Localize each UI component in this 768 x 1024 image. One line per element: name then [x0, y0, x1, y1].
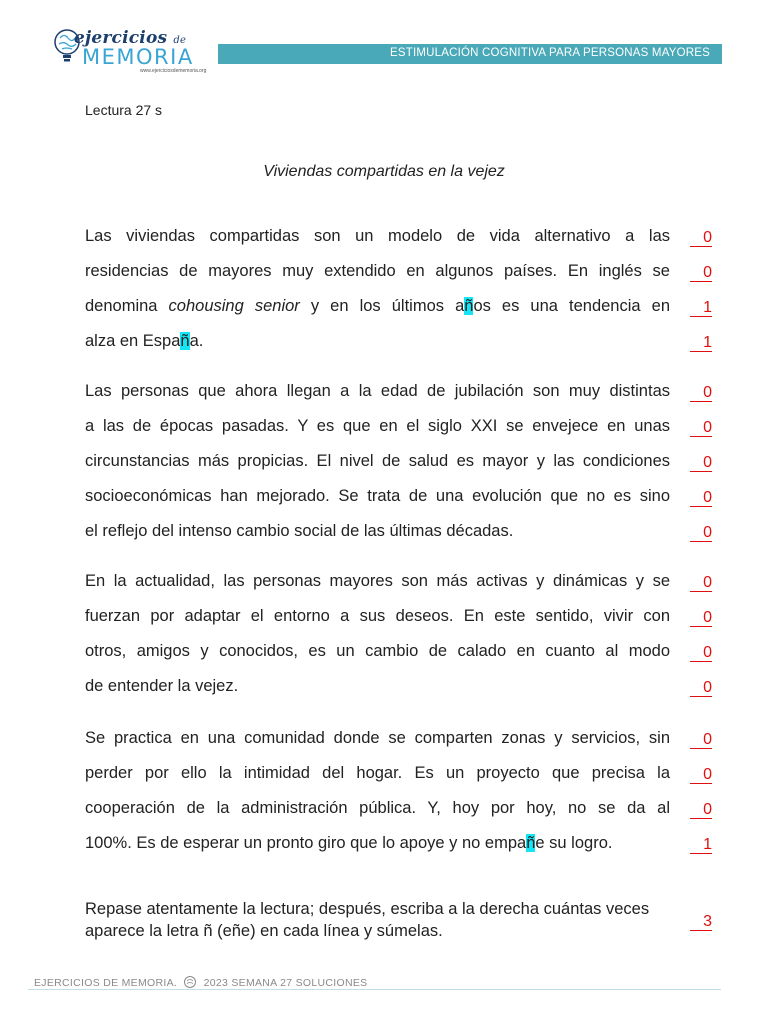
line-count: 0 — [690, 610, 712, 627]
line-count: 0 — [690, 802, 712, 819]
line-text: socioeconómicas han mejorado. Se trata de una evolución que no es sino — [85, 487, 670, 505]
reading-label: Lectura 27 s — [85, 102, 163, 118]
line-text: Las viviendas compartidas son un modelo de vida alternativo a las — [85, 227, 670, 245]
line-count: 0 — [690, 645, 712, 662]
line-text: fuerzan por adaptar el entorno a sus deseos. En este sentido, vivir con — [85, 607, 670, 625]
line-text: cooperación de la administración pública. Y, hoy por hoy, no se da al — [85, 799, 670, 817]
line-count: 1 — [690, 335, 712, 352]
line-count: 0 — [690, 455, 712, 472]
text-line — [85, 487, 670, 506]
line-count: 1 — [690, 300, 712, 317]
line-count: 0 — [690, 490, 712, 507]
footer-right-text: 2023 SEMANA 27 SOLUCIONES — [203, 977, 368, 989]
line-count: 0 — [690, 265, 712, 282]
text-line — [85, 522, 670, 541]
line-text: e su logro. — [535, 834, 613, 852]
page-header — [50, 26, 722, 76]
total-count: 3 — [690, 914, 712, 931]
footer-left-text: EJERCICIOS DE MEMORIA. — [34, 977, 178, 989]
text-line — [85, 677, 670, 696]
line-count: 0 — [690, 420, 712, 437]
text-line — [85, 417, 670, 436]
text-line — [85, 297, 670, 316]
text-line — [85, 382, 670, 401]
instructions: Repase atentamente la lectura; después, escriba a la derecha cuántas veces aparece la letra ñ (eñe) en cada línea y súmelas. — [85, 900, 650, 940]
highlighted-letter: ñ — [180, 332, 190, 350]
logo-url: www.ejerciciosdememoria.org — [140, 68, 207, 74]
line-text: el reflejo del intenso cambio social de las últimas décadas. — [85, 522, 514, 540]
line-text: a las de épocas pasadas. Y es que en el siglo XXI se envejece en unas — [85, 417, 670, 435]
logo-top-text: ejercicios de — [74, 28, 187, 48]
logo-main-text: MEMORIA — [82, 45, 194, 69]
text-line — [85, 729, 670, 748]
line-text: perder por ello la intimidad del hogar. Es un proyecto que precisa la — [85, 764, 670, 782]
line-count: 1 — [690, 837, 712, 854]
footer-divider — [28, 989, 721, 990]
line-text: alza en Espa — [85, 332, 181, 350]
highlighted-letter: ñ — [464, 297, 474, 315]
page-footer — [34, 975, 367, 989]
reading-title: Viviendas compartidas en la vejez — [263, 163, 505, 180]
site-logo — [52, 28, 222, 74]
line-text: En la actualidad, las personas mayores son más activas y dinámicas y se — [85, 572, 670, 590]
text-line — [85, 262, 670, 281]
line-text: circunstancias más propicias. El nivel de salud es mayor y las condiciones — [85, 452, 670, 470]
text-line — [85, 607, 670, 626]
line-count: 0 — [690, 767, 712, 784]
text-line — [85, 642, 670, 661]
line-text: denomina — [85, 297, 169, 315]
line-text: cohousing senior — [168, 297, 300, 315]
text-line — [85, 332, 670, 351]
line-count: 0 — [690, 680, 712, 697]
line-text: de entender la vejez. — [85, 677, 239, 695]
line-count: 0 — [690, 385, 712, 402]
highlighted-letter: ñ — [526, 834, 536, 852]
line-text: Se practica en una comunidad donde se comparten zonas y servicios, sin — [85, 729, 670, 747]
line-text: os es una tendencia en — [473, 297, 670, 315]
line-count: 0 — [690, 732, 712, 749]
header-tagline: ESTIMULACIÓN COGNITIVA PARA PERSONAS MAYORES — [389, 47, 710, 59]
brain-icon — [183, 975, 197, 989]
line-text: y en los últimos a — [299, 297, 465, 315]
text-line — [85, 764, 670, 783]
line-count: 0 — [690, 575, 712, 592]
text-line — [85, 452, 670, 471]
line-text: otros, amigos y conocidos, es un cambio de calado en cuanto al modo — [85, 642, 670, 660]
line-count: 0 — [690, 230, 712, 247]
header-band — [218, 44, 722, 64]
text-line — [85, 834, 670, 853]
line-text: a. — [189, 332, 204, 350]
line-text: 100%. Es de esperar un pronto giro que lo apoye y no empa — [85, 834, 527, 852]
line-count: 0 — [690, 525, 712, 542]
text-line — [85, 799, 670, 818]
line-text: residencias de mayores muy extendido en algunos países. En inglés se — [85, 262, 670, 280]
text-line — [85, 227, 670, 246]
line-text: Las personas que ahora llegan a la edad de jubilación son muy distintas — [85, 382, 670, 400]
text-line — [85, 572, 670, 591]
